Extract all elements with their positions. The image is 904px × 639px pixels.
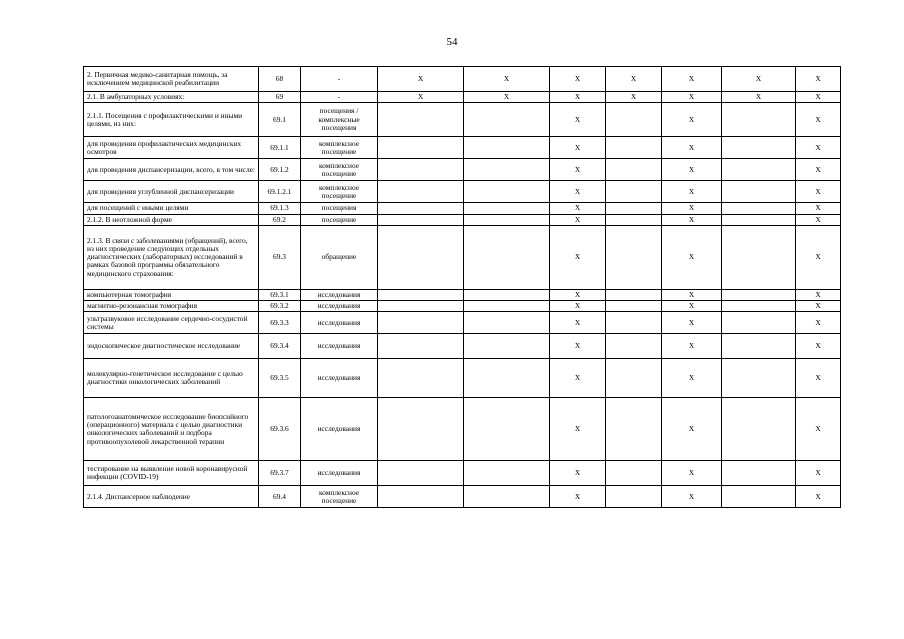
- value-cell: X: [550, 486, 606, 508]
- table-row: [84, 461, 841, 486]
- unit-of-measure: исследования: [301, 312, 378, 334]
- row-number: 69.3.4: [259, 334, 301, 359]
- table-row: [84, 312, 841, 334]
- value-cell: [464, 225, 550, 289]
- row-label: эндоскопическое диагностическое исследование: [84, 334, 259, 359]
- value-cell: X: [796, 334, 841, 359]
- unit-of-measure: посещения / комплексные посещения: [301, 103, 378, 137]
- row-label: компьютерная томография: [84, 289, 259, 300]
- row-label: патологоанатомическое исследование биопсийного (операционного) материала с целью диагностики онкологических заболеваний и подбора противоопухолевой лекарственной терапии: [84, 398, 259, 461]
- unit-of-measure: обращение: [301, 225, 378, 289]
- row-label: 2. Первичная медико-санитарная помощь, за исключением медицинской реабилитации: [84, 67, 259, 92]
- row-label: для посещений с иными целями: [84, 203, 259, 214]
- value-cell: [378, 289, 464, 300]
- value-cell: X: [796, 181, 841, 203]
- value-cell: [606, 225, 662, 289]
- unit-of-measure: посещение: [301, 214, 378, 225]
- table-row: [84, 159, 841, 181]
- value-cell: [378, 312, 464, 334]
- row-number: 68: [259, 67, 301, 92]
- value-cell: [464, 301, 550, 312]
- value-cell: X: [796, 359, 841, 398]
- value-cell: [606, 103, 662, 137]
- value-cell: [378, 137, 464, 159]
- unit-of-measure: исследования: [301, 301, 378, 312]
- row-label: тестирование на выявление новой коронавирусной инфекции (COVID-19): [84, 461, 259, 486]
- table-row: [84, 359, 841, 398]
- value-cell: X: [378, 92, 464, 103]
- row-label: магнитно-резонансная томография: [84, 301, 259, 312]
- table-row: [84, 225, 841, 289]
- value-cell: X: [796, 398, 841, 461]
- table-row: [84, 486, 841, 508]
- value-cell: X: [550, 312, 606, 334]
- value-cell: [722, 359, 796, 398]
- unit-of-measure: -: [301, 92, 378, 103]
- value-cell: X: [606, 67, 662, 92]
- value-cell: X: [796, 301, 841, 312]
- value-cell: X: [662, 159, 722, 181]
- value-cell: [464, 398, 550, 461]
- unit-of-measure: посещения: [301, 203, 378, 214]
- value-cell: X: [662, 214, 722, 225]
- value-cell: X: [606, 92, 662, 103]
- value-cell: X: [662, 103, 722, 137]
- value-cell: [722, 181, 796, 203]
- value-cell: [606, 203, 662, 214]
- value-cell: X: [550, 103, 606, 137]
- unit-of-measure: исследования: [301, 461, 378, 486]
- row-label: молекулярно-генетическое исследование с целью диагностики онкологических заболеваний: [84, 359, 259, 398]
- value-cell: [606, 181, 662, 203]
- row-label: 2.1. В амбулаторных условиях:: [84, 92, 259, 103]
- value-cell: [378, 225, 464, 289]
- row-label: 2.1.3. В связи с заболеваниями (обращений), всего, из них проведение следующих отдельных диагностических (лабораторных) исследований в рамках базовой программы обязательного медицинского страхования:: [84, 225, 259, 289]
- value-cell: [464, 359, 550, 398]
- value-cell: [722, 289, 796, 300]
- value-cell: [378, 301, 464, 312]
- value-cell: X: [796, 137, 841, 159]
- value-cell: X: [662, 398, 722, 461]
- value-cell: [606, 461, 662, 486]
- row-number: 69.3.5: [259, 359, 301, 398]
- row-number: 69.3.1: [259, 289, 301, 300]
- value-cell: X: [550, 159, 606, 181]
- value-cell: [606, 486, 662, 508]
- value-cell: [378, 398, 464, 461]
- value-cell: [464, 181, 550, 203]
- value-cell: X: [550, 181, 606, 203]
- value-cell: [722, 461, 796, 486]
- row-label: 2.1.1. Посещения с профилактическими и иными целями, из них:: [84, 103, 259, 137]
- value-cell: X: [796, 312, 841, 334]
- row-label: 2.1.2. В неотложной форме: [84, 214, 259, 225]
- row-label: для проведения профилактических медицинских осмотров: [84, 137, 259, 159]
- value-cell: [722, 214, 796, 225]
- table-row: [84, 67, 841, 92]
- value-cell: X: [796, 103, 841, 137]
- value-cell: X: [796, 289, 841, 300]
- row-label: ультразвуковое исследование сердечно-сосудистой системы: [84, 312, 259, 334]
- row-label: для проведения углубленной диспансеризации: [84, 181, 259, 203]
- table-row: [84, 398, 841, 461]
- table-row: [84, 334, 841, 359]
- value-cell: X: [550, 92, 606, 103]
- row-number: 69: [259, 92, 301, 103]
- value-cell: [722, 398, 796, 461]
- row-number: 69.1.3: [259, 203, 301, 214]
- value-cell: [606, 289, 662, 300]
- value-cell: X: [662, 359, 722, 398]
- value-cell: X: [550, 289, 606, 300]
- unit-of-measure: -: [301, 67, 378, 92]
- unit-of-measure: исследования: [301, 289, 378, 300]
- value-cell: X: [464, 92, 550, 103]
- value-cell: X: [662, 203, 722, 214]
- value-cell: [606, 301, 662, 312]
- value-cell: [722, 137, 796, 159]
- value-cell: X: [796, 67, 841, 92]
- value-cell: [722, 334, 796, 359]
- value-cell: [378, 334, 464, 359]
- table-body: [84, 67, 841, 508]
- unit-of-measure: комплексное посещение: [301, 486, 378, 508]
- table-row: [84, 181, 841, 203]
- value-cell: X: [662, 461, 722, 486]
- value-cell: [378, 203, 464, 214]
- value-cell: [722, 103, 796, 137]
- value-cell: [722, 159, 796, 181]
- row-number: 69.3.3: [259, 312, 301, 334]
- value-cell: X: [722, 92, 796, 103]
- value-cell: [464, 461, 550, 486]
- value-cell: [378, 486, 464, 508]
- value-cell: [606, 214, 662, 225]
- row-number: 69.4: [259, 486, 301, 508]
- data-table: [83, 66, 841, 508]
- value-cell: X: [662, 301, 722, 312]
- value-cell: [464, 289, 550, 300]
- value-cell: [606, 359, 662, 398]
- value-cell: X: [796, 461, 841, 486]
- value-cell: X: [662, 334, 722, 359]
- row-number: 69.1.2: [259, 159, 301, 181]
- value-cell: [722, 203, 796, 214]
- value-cell: [722, 486, 796, 508]
- value-cell: [606, 398, 662, 461]
- value-cell: X: [796, 203, 841, 214]
- value-cell: X: [662, 289, 722, 300]
- unit-of-measure: комплексное посещение: [301, 159, 378, 181]
- value-cell: X: [796, 159, 841, 181]
- unit-of-measure: комплексное посещение: [301, 181, 378, 203]
- table-row: [84, 137, 841, 159]
- table-row: [84, 103, 841, 137]
- value-cell: X: [550, 214, 606, 225]
- value-cell: [606, 137, 662, 159]
- value-cell: [464, 486, 550, 508]
- table-row: [84, 203, 841, 214]
- row-number: 69.1.1: [259, 137, 301, 159]
- value-cell: X: [722, 67, 796, 92]
- page-number: 54: [446, 36, 458, 48]
- value-cell: X: [550, 461, 606, 486]
- row-number: 69.1.2.1: [259, 181, 301, 203]
- table-row: [84, 301, 841, 312]
- unit-of-measure: исследования: [301, 359, 378, 398]
- value-cell: X: [550, 301, 606, 312]
- value-cell: [378, 159, 464, 181]
- row-label: для проведения диспансеризации, всего, в том числе:: [84, 159, 259, 181]
- value-cell: X: [662, 181, 722, 203]
- value-cell: [606, 312, 662, 334]
- value-cell: [464, 159, 550, 181]
- unit-of-measure: исследования: [301, 398, 378, 461]
- value-cell: X: [550, 359, 606, 398]
- row-number: 69.2: [259, 214, 301, 225]
- table-row: [84, 289, 841, 300]
- value-cell: [378, 214, 464, 225]
- value-cell: [722, 312, 796, 334]
- row-number: 69.3: [259, 225, 301, 289]
- row-label: 2.1.4. Диспансерное наблюдение: [84, 486, 259, 508]
- value-cell: X: [662, 312, 722, 334]
- value-cell: [378, 461, 464, 486]
- value-cell: X: [550, 137, 606, 159]
- value-cell: [722, 225, 796, 289]
- value-cell: X: [796, 92, 841, 103]
- value-cell: X: [550, 67, 606, 92]
- value-cell: X: [464, 67, 550, 92]
- row-number: 69.3.7: [259, 461, 301, 486]
- table-row: [84, 92, 841, 103]
- value-cell: [378, 103, 464, 137]
- value-cell: X: [550, 203, 606, 214]
- value-cell: [464, 312, 550, 334]
- row-number: 69.1: [259, 103, 301, 137]
- value-cell: [722, 301, 796, 312]
- value-cell: [464, 214, 550, 225]
- table-row: [84, 214, 841, 225]
- unit-of-measure: комплексное посещение: [301, 137, 378, 159]
- value-cell: [464, 137, 550, 159]
- value-cell: X: [796, 214, 841, 225]
- value-cell: [378, 181, 464, 203]
- unit-of-measure: исследования: [301, 334, 378, 359]
- row-number: 69.3.6: [259, 398, 301, 461]
- value-cell: X: [550, 225, 606, 289]
- value-cell: [464, 103, 550, 137]
- value-cell: [464, 334, 550, 359]
- value-cell: X: [662, 92, 722, 103]
- value-cell: X: [796, 486, 841, 508]
- value-cell: [606, 159, 662, 181]
- value-cell: X: [378, 67, 464, 92]
- value-cell: X: [662, 137, 722, 159]
- value-cell: X: [662, 225, 722, 289]
- value-cell: X: [796, 225, 841, 289]
- value-cell: X: [662, 486, 722, 508]
- value-cell: X: [662, 67, 722, 92]
- row-number: 69.3.2: [259, 301, 301, 312]
- value-cell: [464, 203, 550, 214]
- value-cell: X: [550, 334, 606, 359]
- value-cell: [378, 359, 464, 398]
- value-cell: X: [550, 398, 606, 461]
- value-cell: [606, 334, 662, 359]
